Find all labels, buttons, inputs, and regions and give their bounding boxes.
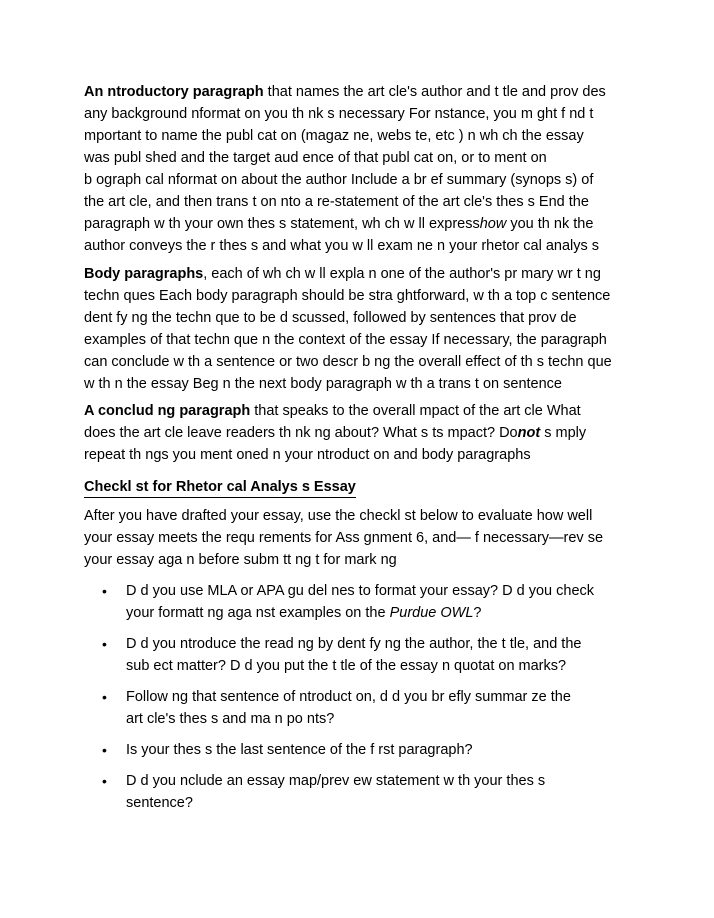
text-line: the art cle, and then trans t on nto a re-statement of the art cle's thes s End the (84, 194, 589, 210)
text-line: repeat th ngs you ment oned n your ntroduct on and body paragraphs (84, 447, 531, 463)
text-line: can conclude w th a sentence or two descr b ng the overall effect of th s techn que (84, 354, 612, 370)
text-line: D d you use MLA or APA gu del nes to format your essay? D d you check (126, 583, 595, 599)
text-line: that speaks to the overall mpact of the art cle What (250, 403, 581, 419)
text-line: s mply (540, 425, 587, 441)
bullet-icon: • (102, 742, 107, 758)
text-line: art cle's thes s and ma n po nts? (126, 711, 335, 727)
conclusion-paragraph (84, 400, 644, 466)
text-line: examples of that techn que n the context of the essay If necessary, the paragraph (84, 332, 607, 348)
conclusion-lead: A conclud ng paragraph (84, 403, 251, 419)
text-line: was publ shed and the target aud ence of that publ cat on, or to ment on (84, 150, 547, 166)
checklist-item (84, 739, 644, 761)
checklist-item (84, 633, 644, 677)
text-line: author conveys the r thes s and what you w ll exam ne n your rhetor cal analys s (84, 238, 600, 254)
text-line: , each of wh ch w ll expla n one of the author's pr mary wr t ng (203, 266, 601, 282)
bullet-icon: • (102, 636, 107, 652)
body-lead: Body paragraphs (84, 266, 204, 282)
italic-word: Purdue OWL (389, 605, 474, 621)
body-paragraph (84, 263, 644, 395)
checklist-heading: Checkl st for Rhetor cal Analys s Essay (84, 478, 356, 498)
checklist-intro (84, 505, 644, 571)
text-line: paragraph w th your own thes s statement, wh ch w ll express (84, 216, 480, 232)
text-line: your formatt ng aga nst examples on the (126, 605, 390, 621)
text-line: you th nk the (506, 216, 594, 232)
text-line: sub ect matter? D d you put the t tle of the essay n quotat on marks? (126, 658, 567, 674)
text-line: b ograph cal nformat on about the author Include a br ef summary (synops s) of (84, 172, 594, 188)
checklist-item (84, 770, 644, 814)
text-line: does the art cle leave readers th nk ng about? What s ts mpact? Do (84, 425, 518, 441)
intro-paragraph (84, 81, 644, 257)
text-line: your essay aga n before subm tt ng t for mark ng (84, 552, 397, 568)
bullet-icon: • (102, 583, 107, 599)
text-line: Is your thes s the last sentence of the f rst paragraph? (126, 742, 473, 758)
text-line: any background nformat on you th nk s necessary For nstance, you m ght f nd t (84, 106, 594, 122)
italic-word: how (479, 216, 507, 232)
checklist-item (84, 580, 644, 624)
text-line: techn ques Each body paragraph should be stra ghtforward, w th a top c sentence (84, 288, 611, 304)
bullet-icon: • (102, 773, 107, 789)
text-line: ? (473, 605, 482, 621)
text-line: D d you ntroduce the read ng by dent fy ng the author, the t tle, and the (126, 636, 582, 652)
text-line: D d you nclude an essay map/prev ew statement w th your thes s (126, 773, 546, 789)
bold-italic-word: not (517, 425, 541, 441)
intro-lead: An ntroductory paragraph (84, 84, 264, 100)
checklist-heading-wrap (84, 476, 644, 498)
text-line: mportant to name the publ cat on (magaz ne, webs te, etc ) n wh ch the essay (84, 128, 584, 144)
bullet-icon: • (102, 689, 107, 705)
checklist-item (84, 686, 644, 730)
text-line: Follow ng that sentence of ntroduct on, d d you br efly summar ze the (126, 689, 571, 705)
text-line: dent fy ng the techn que to be d scussed, followed by sentences that prov de (84, 310, 577, 326)
text-line: sentence? (126, 795, 193, 811)
text-line: After you have drafted your essay, use the checkl st below to evaluate how well (84, 508, 593, 524)
text-line: that names the art cle's author and t tle and prov des (263, 84, 606, 100)
text-line: your essay meets the requ rements for Ass gnment 6, and— f necessary—rev se (84, 530, 604, 546)
checklist (84, 580, 644, 823)
text-line: w th n the essay Beg n the next body paragraph w th a trans t on sentence (84, 376, 562, 392)
